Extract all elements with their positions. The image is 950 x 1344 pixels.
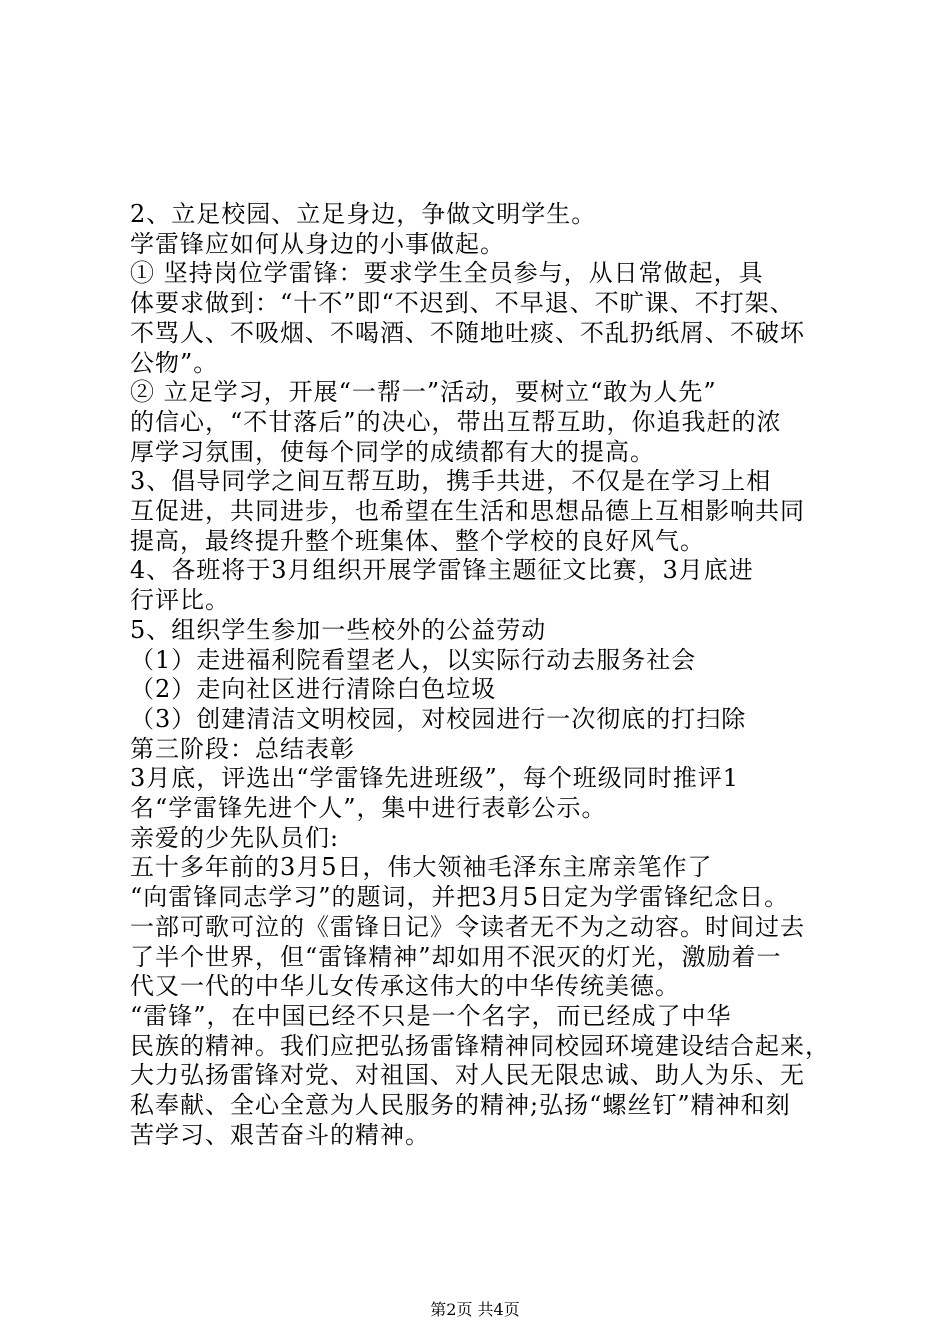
- text-line: ② 立足学习，开展“一帮一”活动，要树立“敢为人先”: [130, 378, 717, 407]
- text-line: “向雷锋同志学习”的题词，并把3月5日定为学雷锋纪念日。: [130, 883, 790, 912]
- text-line: 3、倡导同学之间互帮互助，携手共进，不仅是在学习上相: [130, 467, 772, 496]
- body-text: [130, 200, 830, 1151]
- text-line: （2）走向社区进行清除白色垃圾: [130, 675, 497, 704]
- text-line: 了半个世界，但“雷锋精神”却如用不泯灭的灯光，激励着一: [130, 942, 782, 971]
- page-number-footer: 第2页 共4页: [430, 1300, 520, 1319]
- text-line: 大力弘扬雷锋对党、对祖国、对人民无限忠诚、助人为乐、无: [130, 1061, 805, 1090]
- text-line: 提高，最终提升整个班集体、整个学校的良好风气。: [130, 526, 705, 555]
- text-line: 代又一代的中华儿女传承这伟大的中华传统美德。: [130, 972, 680, 1001]
- text-line: 苦学习、艰苦奋斗的精神。: [130, 1120, 430, 1149]
- text-line: （1）走进福利院看望老人，以实际行动去服务社会: [130, 645, 697, 674]
- salutation: 亲爱的少先队员们:: [130, 823, 340, 852]
- text-line: （3）创建清洁文明校园，对校园进行一次彻底的打扫除: [130, 704, 747, 733]
- text-line: 一部可歌可泣的《雷锋日记》令读者无不为之动容。时间过去: [130, 912, 805, 941]
- text-line: 名“学雷锋先进个人”，集中进行表彰公示。: [130, 794, 607, 823]
- text-line: 私奉献、全心全意为人民服务的精神;弘扬“螺丝钉”精神和刻: [130, 1091, 791, 1120]
- text-line: 4、各班将于3月组织开展学雷锋主题征文比赛，3月底进: [130, 556, 754, 585]
- text-line: 行评比。: [130, 586, 230, 615]
- text-line: ① 坚持岗位学雷锋：要求学生全员参与，从日常做起，具: [130, 259, 764, 288]
- text-line: 厚学习氛围，使每个同学的成绩都有大的提高。: [130, 437, 655, 466]
- text-line: 公物”。: [130, 348, 219, 377]
- text-line: 3月底，评选出“学雷锋先进班级”，每个班级同时推评1: [130, 764, 740, 793]
- text-line: 五十多年前的3月5日，伟大领袖毛泽东主席亲笔作了: [130, 853, 713, 882]
- text-line: 不骂人、不吸烟、不喝酒、不随地吐痰、不乱扔纸屑、不破坏: [130, 318, 805, 347]
- section-heading: 第三阶段：总结表彰: [130, 734, 355, 763]
- text-line: 2、立足校园、立足身边，争做文明学生。: [130, 200, 597, 228]
- text-line: 互促进，共同进步，也希望在生活和思想品德上互相影响共同: [130, 497, 805, 526]
- text-line: “雷锋”，在中国已经不只是一个名字，而已经成了中华: [130, 1001, 732, 1030]
- text-line: 的信心，“不甘落后”的决心，带出互帮互助，你追我赶的浓: [130, 407, 782, 436]
- text-line: 民族的精神。我们应把弘扬雷锋精神同校园环境建设结合起来，: [130, 1031, 830, 1060]
- text-line: 学雷锋应如何从身边的小事做起。: [130, 229, 505, 258]
- text-line: 5、组织学生参加一些校外的公益劳动: [130, 615, 547, 644]
- text-line: 体要求做到：“十不”即“不迟到、不早退、不旷课、不打架、: [130, 289, 795, 318]
